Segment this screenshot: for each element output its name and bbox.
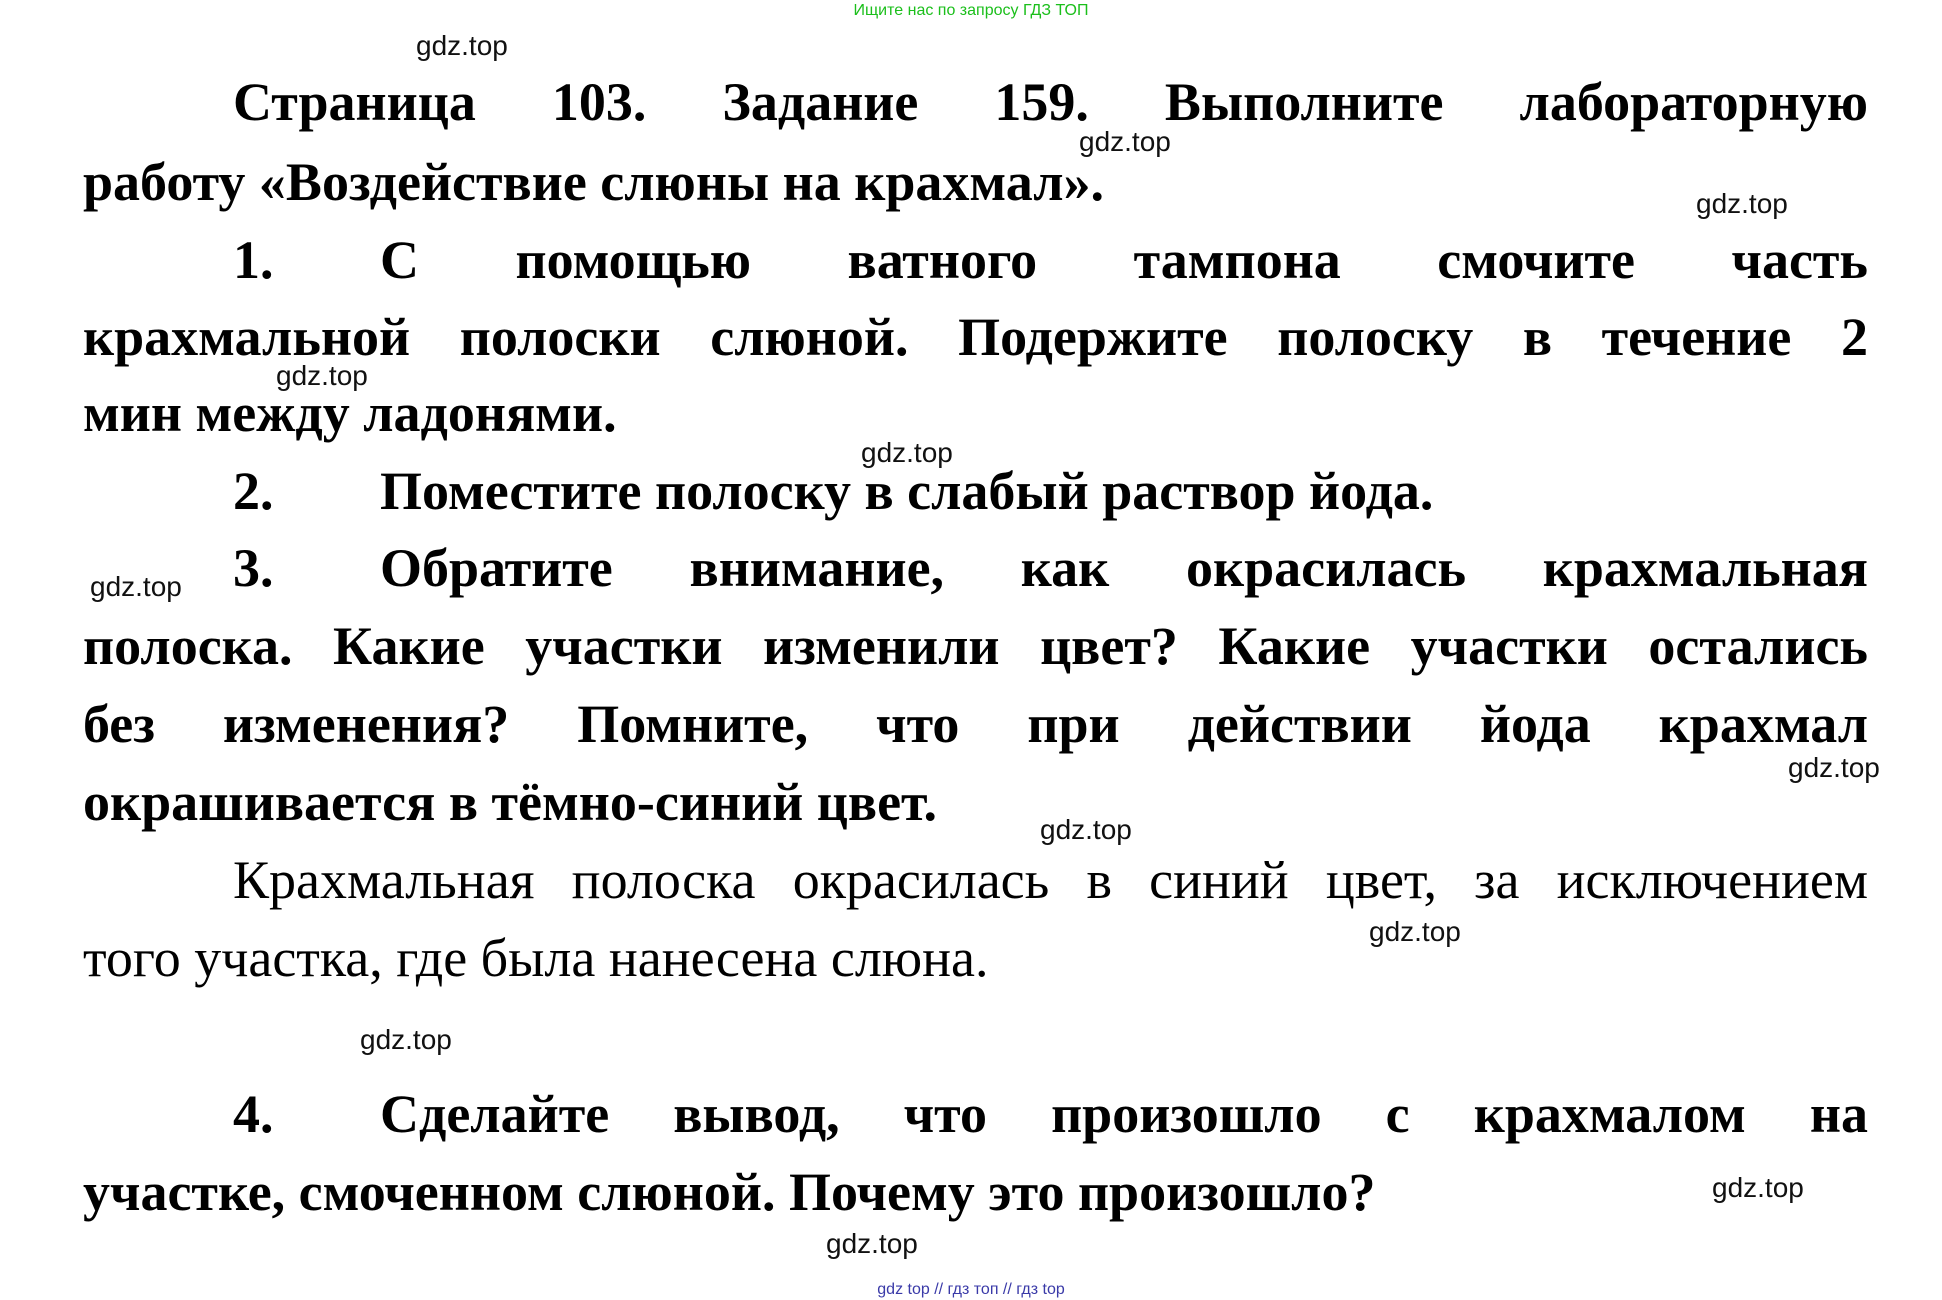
bottom-banner[interactable]: gdz top // гдз топ // гдз top [877,1281,1065,1298]
step-3-line-3: без изменения? Помните, что при действии йода крахмал [83,694,1868,754]
step-1-line-3: мин между ладонями. [83,383,617,443]
step-1-line-1: С помощью ватного тампона смочите часть [380,230,1868,290]
watermark: gdz.top [1369,916,1461,947]
watermark: gdz.top [1040,814,1132,845]
watermark: gdz.top [416,30,508,61]
step-3-line-2: полоска. Какие участки изменили цвет? Какие участки остались [83,616,1868,676]
step-1-number: 1. [233,230,274,290]
watermark: gdz.top [360,1024,452,1055]
answer-line-1: Крахмальная полоска окрасилась в синий цвет, за исключением [233,850,1868,910]
watermark: gdz.top [861,437,953,468]
watermark: gdz.top [1788,752,1880,783]
watermark: gdz.top [90,571,182,602]
task-heading-line-2: работу «Воздействие слюны на крахмал». [83,152,1105,212]
step-3-number: 3. [233,538,274,598]
step-4-line-1: Сделайте вывод, что произошло с крахмалом на [380,1084,1868,1144]
answer-line-2: того участка, где была нанесена слюна. [83,928,989,988]
step-2-number: 2. [233,461,274,521]
step-1-line-2: крахмальной полоски слюной. Подержите полоску в течение 2 [83,307,1868,367]
step-4-number: 4. [233,1084,274,1144]
step-4-line-2: участке, смоченном слюной. Почему это произошло? [83,1162,1376,1222]
watermark: gdz.top [826,1228,918,1259]
top-banner[interactable]: Ищите нас по запросу ГДЗ ТОП [853,2,1089,19]
task-heading-line-1: Страница 103. Задание 159. Выполните лабораторную [233,72,1868,132]
watermark: gdz.top [1079,126,1171,157]
step-3-line-4: окрашивается в тёмно-синий цвет. [83,772,938,832]
step-2-text: Поместите полоску в слабый раствор йода. [380,461,1434,521]
step-3-line-1: Обратите внимание, как окрасилась крахмальная [380,538,1868,598]
watermark: gdz.top [1712,1172,1804,1203]
watermark: gdz.top [276,360,368,391]
watermark: gdz.top [1696,188,1788,219]
